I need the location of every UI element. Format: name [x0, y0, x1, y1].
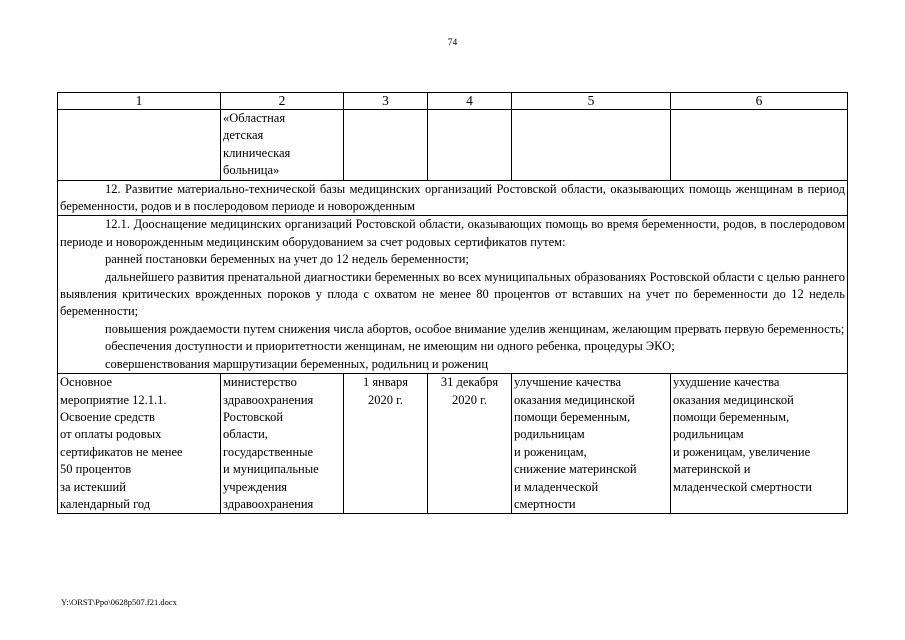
org-line: клиническая — [223, 145, 291, 160]
program-table — [57, 92, 848, 514]
expected-result-cell — [512, 374, 671, 514]
consequence-line: младенческой смертности — [673, 479, 812, 494]
measure-row — [58, 374, 848, 514]
result-line: и младенческой — [514, 479, 599, 494]
empty-cell — [512, 110, 671, 181]
consequence-line: ухудшение качества — [673, 375, 780, 390]
empty-cell — [344, 110, 428, 181]
measure-name-line: календарный год — [60, 496, 151, 511]
page-number: 74 — [447, 38, 458, 48]
end-date-line: 2020 г. — [452, 392, 487, 407]
goal-item: обеспечения доступности и приоритетности женщинам, не имеющим ни одного ребенка, процедуры ЭКО; — [105, 339, 675, 354]
executor-line: здравоохранения — [223, 392, 314, 407]
result-line: оказания медицинской — [514, 392, 635, 407]
executor-line: учреждения — [223, 479, 288, 494]
measure-name-line: за истекший — [60, 479, 126, 494]
executor-line: государственные — [223, 444, 314, 459]
subsection-intro: 12.1. Дооснащение медицинских организаций Ростовской области, оказывающих помощь во время беременности, родов, в послеродовом периоде и новорожденным медицинским оборудованием за счет родовых сертификатов путем: — [60, 217, 845, 249]
measure-name-line: Основное — [60, 375, 113, 390]
column-number-row — [58, 93, 848, 110]
column-header: 4 — [428, 93, 512, 110]
result-line: помощи беременным, — [514, 409, 631, 424]
end-date-line: 31 декабря — [440, 375, 499, 390]
executor-line: Ростовской — [223, 409, 284, 424]
column-header: 6 — [671, 93, 848, 110]
start-date-line: 2020 г. — [368, 392, 403, 407]
section-row — [58, 180, 848, 216]
goal-item: ранней постановки беременных на учет до 12 недель беременности; — [105, 252, 469, 267]
executor-cell — [221, 374, 344, 514]
empty-cell — [671, 110, 848, 181]
goal-item: дальнейшего развития пренатальной диагностики беременных во всех муниципальных образованиях Ростовской области с целью раннего выявления критических врожденных пороков у плода с охватом не менее 80 процентов от вставших на учет по беременности до 12 недель беременности; — [60, 269, 845, 319]
goal-item: повышения рождаемости путем снижения числа абортов, особое внимание уделив женщинам, желающим прервать первую беременность; — [105, 321, 845, 336]
consequence-line: родильницам — [673, 427, 744, 442]
org-line: больница» — [223, 163, 280, 178]
executor-line: министерство — [223, 375, 297, 390]
org-line: «Областная — [223, 111, 286, 125]
start-date-cell — [344, 374, 428, 514]
measure-name-line: 50 процентов — [60, 462, 132, 477]
org-continuation-cell — [221, 110, 344, 181]
consequence-cell — [671, 374, 848, 514]
consequence-line: помощи беременным, — [673, 409, 790, 424]
consequence-line: оказания медицинской — [673, 392, 794, 407]
empty-cell — [58, 110, 221, 181]
measure-name-line: от оплаты родовых — [60, 427, 162, 442]
measure-name-line: мероприятие 12.1.1. — [60, 392, 167, 407]
subsection-cell — [58, 216, 848, 374]
executor-line: здравоохранения — [223, 496, 314, 511]
measure-name-line: Освоение средств — [60, 409, 155, 424]
end-date-cell — [428, 374, 512, 514]
section-title: 12. Развитие материально-технической базы медицинских организаций Ростовской области, оказывающих помощь женщинам в период беременности, родов и в послеродовом периоде и новорожденным — [58, 180, 848, 216]
org-line: детская — [223, 128, 264, 143]
result-line: и роженицам, — [514, 444, 587, 459]
result-line: снижение материнской — [514, 462, 637, 477]
goal-item: совершенствования маршрутизации беременных, родильниц и рожениц — [105, 356, 489, 371]
start-date-line: 1 января — [362, 375, 409, 390]
consequence-line: и роженицам, увеличение — [673, 444, 811, 459]
result-line: родильницам — [514, 427, 585, 442]
footer-file-path: Y:\ORST\Ppo\0628p507.f21.docx — [61, 597, 177, 607]
continuation-row — [58, 110, 848, 181]
column-header: 1 — [58, 93, 221, 110]
measure-name-cell — [58, 374, 221, 514]
subsection-row — [58, 216, 848, 374]
empty-cell — [428, 110, 512, 181]
measure-name-line: сертификатов не менее — [60, 444, 183, 459]
executor-line: области, — [223, 427, 268, 442]
column-header: 5 — [512, 93, 671, 110]
column-header: 2 — [221, 93, 344, 110]
result-line: смертности — [514, 496, 576, 511]
executor-line: и муниципальные — [223, 462, 319, 477]
result-line: улучшение качества — [514, 375, 622, 390]
column-header: 3 — [344, 93, 428, 110]
consequence-line: материнской и — [673, 462, 751, 477]
